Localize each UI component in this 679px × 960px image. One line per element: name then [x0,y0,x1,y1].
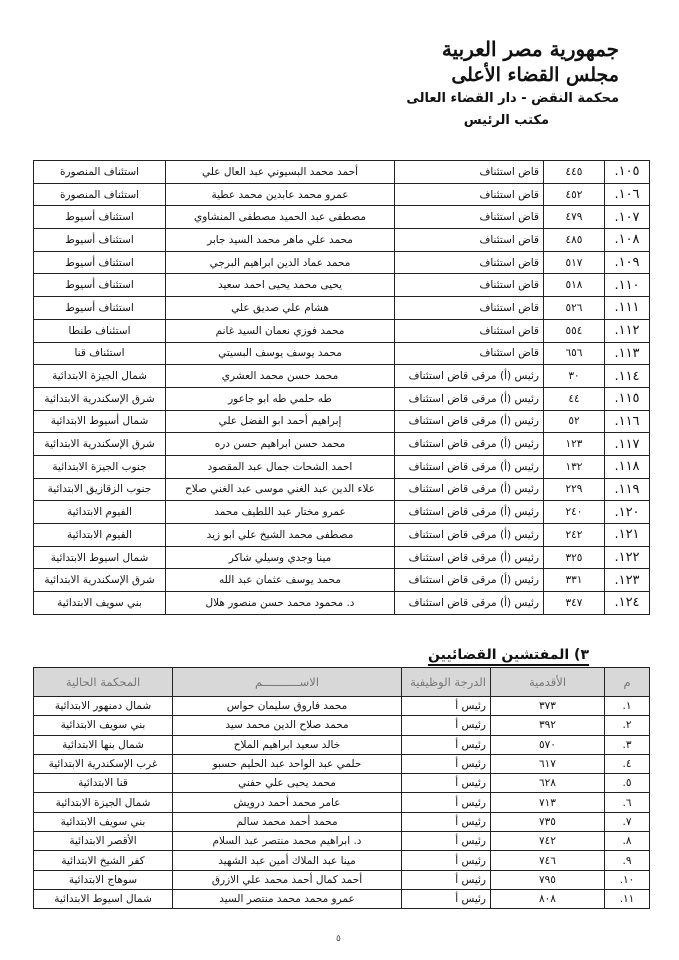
court-cell: استئناف المنصورة [34,183,166,206]
grade-cell: رئيس أ [402,889,491,908]
grade-cell: قاض استئناف [395,274,544,297]
grade-cell: رئيس (أ) مرقى قاض استئناف [395,433,544,456]
grade-cell: قاض استئناف [395,229,544,252]
grade-cell: رئيس (أ) مرقى قاض استئناف [395,365,544,388]
seniority-cell: ٦١٧ [491,754,605,773]
seniority-cell: ٧٤٢ [491,832,605,851]
court-cell: شمال اسيوط الابتدائية [34,546,166,569]
grade-cell: رئيس أ [402,870,491,889]
court-cell: استئناف أسيوط [34,206,166,229]
grade-cell: رئيس أ [402,793,491,812]
republic-title: جمهورية مصر العربية [441,37,619,61]
row-number: ١١١. [605,297,650,320]
name-cell: محمد يوسف عثمان عبد الله [166,569,395,592]
letterhead [406,36,619,132]
court-cell: بني سويف الابتدائية [34,592,166,615]
table-row [34,754,650,773]
court-cell: شرق الإسكندرية الابتدائية [34,569,166,592]
table-row [34,569,650,592]
table-row [34,774,650,793]
name-cell: عمرو محمد عابدين محمد عطية [166,183,395,206]
grade-cell: رئيس (أ) مرقى قاض استئناف [395,569,544,592]
grade-cell: رئيس (أ) مرقى قاض استئناف [395,455,544,478]
court-cell: بني سويف الابتدائية [34,812,173,831]
row-number: ١٢٠. [605,501,650,524]
row-number: ٨. [605,832,650,851]
court-cell: جنوب الجيزة الابتدائية [34,455,166,478]
court-cell: كفر الشيخ الابتدائية [34,851,173,870]
row-number: ٣. [605,735,650,754]
name-cell: طه حلمي طه ابو جاعور [166,387,395,410]
header-m: م [605,668,650,697]
name-cell: عمرو محمد محمد منتصر السيد [173,889,402,908]
grade-cell: رئيس أ [402,735,491,754]
row-number: ٦. [605,793,650,812]
seniority-cell: ٥٧٠ [491,735,605,754]
header-seniority: الأقدمية [491,668,605,697]
table-row [34,297,650,320]
seniority-cell: ٥٢٦ [544,297,605,320]
seniority-cell: ١٣٢ [544,455,605,478]
table-row [34,251,650,274]
row-number: ١٢٢. [605,546,650,569]
table-row [34,735,650,754]
table-row [34,387,650,410]
name-cell: أحمد محمد البسيوني عبد العال علي [166,161,395,184]
court-cell: شرق الإسكندرية الابتدائية [34,433,166,456]
name-cell: محمد أحمد محمد سالم [173,812,402,831]
name-cell: محمد حسن ابراهيم حسن دره [166,433,395,456]
name-cell: علاء الدين عبد الغني موسى عبد الغني صلاح [166,478,395,501]
seniority-cell: ٢٤٠ [544,501,605,524]
court-cell: استئناف أسيوط [34,251,166,274]
seniority-cell: ٥١٨ [544,274,605,297]
name-cell: محمد فوزي نعمان السيد غانم [166,319,395,342]
table-row [34,870,650,889]
row-number: ١٠٩. [605,251,650,274]
name-cell: عمرو مختار عبد اللطيف محمد [166,501,395,524]
grade-cell: رئيس (أ) مرقى قاض استئناف [395,501,544,524]
seniority-cell: ٤٤ [544,387,605,410]
court-cell: غرب الإسكندرية الابتدائية [34,754,173,773]
name-cell: إبراهيم أحمد ابو الفضل علي [166,410,395,433]
row-number: ١. [605,697,650,716]
table-row [34,716,650,735]
header-name: الاســـــــــــم [173,668,402,697]
table-row [34,501,650,524]
office-title: مكتب الرئيس [463,113,549,128]
header-grade: الدرجة الوظيفية [402,668,491,697]
row-number: ١١. [605,889,650,908]
seniority-cell: ٣٤٧ [544,592,605,615]
row-number: ٥. [605,774,650,793]
row-number: ١١٢. [605,319,650,342]
court-cell: شرق الإسكندرية الابتدائية [34,387,166,410]
table-row [34,342,650,365]
grade-cell: رئيس (أ) مرقى قاض استئناف [395,524,544,547]
seniority-cell: ٤٨٥ [544,229,605,252]
seniority-cell: ٨٠٨ [491,889,605,908]
grade-cell: رئيس أ [402,754,491,773]
seniority-cell: ٣٢٥ [544,546,605,569]
table-row [34,812,650,831]
name-cell: يحيى محمد يحيى احمد سعيد [166,274,395,297]
row-number: ٢. [605,716,650,735]
grade-cell: قاض استئناف [395,206,544,229]
seniority-cell: ٥٥٤ [544,319,605,342]
row-number: ١١٧. [605,433,650,456]
court-cell: شمال الجيزة الابتدائية [34,793,173,812]
name-cell: احمد الشحات جمال عبد المقصود [166,455,395,478]
court-cell: سوهاج الابتدائية [34,870,173,889]
table-row [34,592,650,615]
table-row [34,697,650,716]
name-cell: خالد سعيد ابراهيم الملاح [173,735,402,754]
seniority-cell: ٣٠ [544,365,605,388]
grade-cell: قاض استئناف [395,319,544,342]
seniority-cell: ٥١٧ [544,251,605,274]
table-row [34,274,650,297]
name-cell: مصطفى عبد الحميد مصطفى المنشاوي [166,206,395,229]
court-cell: شمال بنها الابتدائية [34,735,173,754]
row-number: ١٠٦. [605,183,650,206]
table-row [34,365,650,388]
row-number: ٧. [605,812,650,831]
grade-cell: قاض استئناف [395,183,544,206]
name-cell: د. ابراهيم محمد منتصر عبد السلام [173,832,402,851]
name-cell: محمد صلاح الدين محمد سيد [173,716,402,735]
grade-cell: قاض استئناف [395,342,544,365]
court-cell: الفيوم الابتدائية [34,501,166,524]
seniority-cell: ٤٥٢ [544,183,605,206]
grade-cell: قاض استئناف [395,251,544,274]
row-number: ٤. [605,754,650,773]
table-row [34,889,650,908]
court-cell: شمال دمنهور الابتدائية [34,697,173,716]
grade-cell: رئيس أ [402,774,491,793]
court-cell: بني سويف الابتدائية [34,716,173,735]
court-cell: استئناف المنصورة [34,161,166,184]
court-cell: استئناف قنا [34,342,166,365]
name-cell: أحمد كمال أحمد محمد علي الازرق [173,870,402,889]
row-number: ١٠. [605,870,650,889]
row-number: ١٠٧. [605,206,650,229]
seniority-cell: ٧٩٥ [491,870,605,889]
name-cell: مصطفى محمد الشيخ علي ابو زيد [166,524,395,547]
court-cell: استئناف أسيوط [34,229,166,252]
grade-cell: قاض استئناف [395,297,544,320]
name-cell: د. محمود محمد حسن منصور هلال [166,592,395,615]
row-number: ١٢١. [605,524,650,547]
grade-cell: رئيس أ [402,812,491,831]
seniority-cell: ٦٥٦ [544,342,605,365]
table-row [34,433,650,456]
row-number: ١١٠. [605,274,650,297]
row-number: ١٠٨. [605,229,650,252]
table-row [34,851,650,870]
name-cell: مينا وجدي وسيلي شاكر [166,546,395,569]
table-row [34,524,650,547]
name-cell: حلمي عبد الواحد عبد الحليم حسبو [173,754,402,773]
table-row [34,478,650,501]
name-cell: هشام علي صديق علي [166,297,395,320]
seniority-cell: ٣٧٣ [491,697,605,716]
row-number: ١١٤. [605,365,650,388]
seniority-cell: ٧٤٦ [491,851,605,870]
grade-cell: رئيس أ [402,716,491,735]
row-number: ١١٨. [605,455,650,478]
seniority-cell: ٤٧٩ [544,206,605,229]
row-number: ١١٩. [605,478,650,501]
row-number: ١٠٥. [605,161,650,184]
inspectors-table [33,667,650,909]
grade-cell: رئيس أ [402,832,491,851]
grade-cell: رئيس (أ) مرقى قاض استئناف [395,478,544,501]
name-cell: عامر محمد أحمد درويش [173,793,402,812]
row-number: ١١٦. [605,410,650,433]
name-cell: محمد فاروق سليمان حواس [173,697,402,716]
row-number: ١١٥. [605,387,650,410]
section-title: ٣) المفتشين القضائيين [428,647,589,666]
seniority-cell: ٢٢٩ [544,478,605,501]
grade-cell: رئيس أ [402,851,491,870]
table-row [34,793,650,812]
seniority-cell: ٣٩٢ [491,716,605,735]
page-number: ٥ [336,934,341,944]
seniority-cell: ٧٣٥ [491,812,605,831]
seniority-cell: ٤٤٥ [544,161,605,184]
seniority-cell: ٦٢٨ [491,774,605,793]
seniority-cell: ١٢٣ [544,433,605,456]
court-cell: الفيوم الابتدائية [34,524,166,547]
court-cell: استئناف طنطا [34,319,166,342]
name-cell: محمد يوسف يوسف البسيتي [166,342,395,365]
seniority-cell: ٥٢ [544,410,605,433]
row-number: ١١٣. [605,342,650,365]
table-row [34,319,650,342]
row-number: ١٢٤. [605,592,650,615]
row-number: ١٢٣. [605,569,650,592]
seniority-cell: ٧١٣ [491,793,605,812]
table-row [34,229,650,252]
table-row [34,546,650,569]
grade-cell: رئيس (أ) مرقى قاض استئناف [395,592,544,615]
name-cell: محمد يحيى علي حفني [173,774,402,793]
court-cell: الأقصر الابتدائية [34,832,173,851]
row-number: ٩. [605,851,650,870]
court-cell: شمال الجيزة الابتدائية [34,365,166,388]
table-row [34,832,650,851]
grade-cell: رئيس (أ) مرقى قاض استئناف [395,410,544,433]
name-cell: محمد علي ماهر محمد السيد جابر [166,229,395,252]
grade-cell: رئيس أ [402,697,491,716]
name-cell: محمد حسن محمد العشري [166,365,395,388]
header-court: المحكمة الحالية [34,668,173,697]
name-cell: محمد عماد الدين ابراهيم البرجي [166,251,395,274]
court-cell: شمال اسيوط الابتدائية [34,889,173,908]
seniority-cell: ٢٤٢ [544,524,605,547]
court-cell: استئناف أسيوط [34,274,166,297]
judges-table [33,160,650,615]
table-row [34,183,650,206]
grade-cell: رئيس (أ) مرقى قاض استئناف [395,546,544,569]
seniority-cell: ٣٣١ [544,569,605,592]
court-cell: شمال أسيوط الابتدائية [34,410,166,433]
table-row [34,161,650,184]
table-row [34,455,650,478]
court-title: محكمة النقض - دار القضاء العالى [406,91,619,106]
grade-cell: رئيس (أ) مرقى قاض استئناف [395,387,544,410]
table-row [34,410,650,433]
court-cell: جنوب الزقازيق الابتدائية [34,478,166,501]
table-row [34,206,650,229]
table-header-row [34,668,650,697]
court-cell: استئناف أسيوط [34,297,166,320]
council-title: مجلس القضاء الأعلى [451,64,619,86]
name-cell: مينا عبد الملاك أمين عبد الشهيد [173,851,402,870]
grade-cell: قاض استئناف [395,161,544,184]
court-cell: قنا الابتدائية [34,774,173,793]
